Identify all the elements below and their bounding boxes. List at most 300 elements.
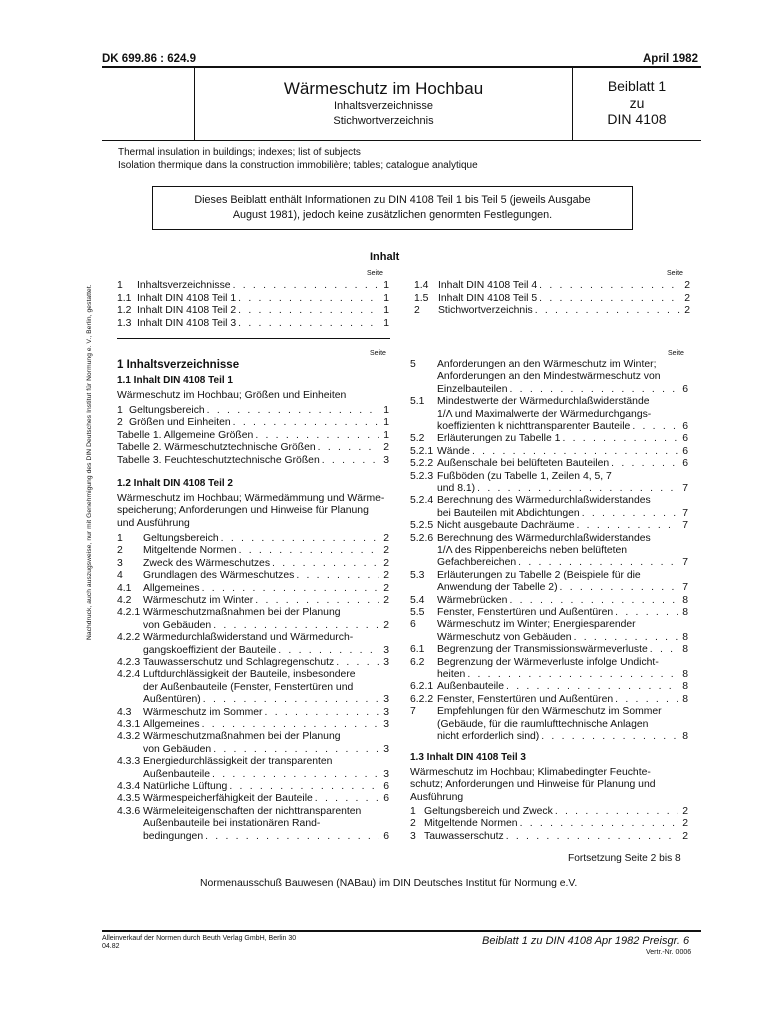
toc-entry-number: 4.1 <box>117 582 132 594</box>
toc-entry-number: 1 <box>117 280 123 291</box>
toc-entry <box>117 645 389 657</box>
toc-entry-title: Wände <box>437 445 470 457</box>
toc-entry <box>410 818 688 830</box>
toc-entry-title: Mindestwerte der Wärmedurchlaßwiderstände <box>437 396 650 408</box>
toc-entry-title: Anforderungen an den Mindestwärmeschutz von <box>437 371 661 383</box>
toc-entry-title: Inhaltsverzeichnisse <box>137 280 231 291</box>
toc-entry <box>410 421 688 433</box>
header-top-rule <box>102 66 701 68</box>
toc-entry <box>410 681 688 693</box>
toc-dot-leader <box>467 669 678 681</box>
footer-distribution: Alleinverkauf der Normen durch Beuth Verlag GmbH, Berlin 30 <box>102 935 297 942</box>
toc-dot-leader <box>202 583 379 595</box>
toc-entry <box>117 793 389 805</box>
toc-dot-leader <box>506 831 678 843</box>
toc-page-number: 2 <box>383 595 389 606</box>
toc-page-number: 2 <box>383 619 389 631</box>
toc-entry-title: Geltungsbereich und Zweck <box>424 806 553 817</box>
toc-page-number: 3 <box>383 657 389 668</box>
toc-entry-number: 1.3 <box>117 317 132 329</box>
notice-box <box>152 186 633 230</box>
toc-page-number: 3 <box>383 644 389 656</box>
dk-number: DK 699.86 : 624.9 <box>102 53 196 65</box>
toc-entry <box>410 731 688 743</box>
title-line: schutz; Anforderungen und Hinweise für Planung und <box>410 779 656 791</box>
toc-entry <box>410 471 688 483</box>
toc-entry-title: Begrenzung der Transmissionswärmeverluste <box>437 644 648 656</box>
toc-entry-number: 4.2.1 <box>117 607 141 619</box>
toc-page-number: 7 <box>682 582 688 594</box>
toc-entry-number: 1.2 <box>117 305 132 317</box>
toc-entry-title: Nicht ausgebaute Dachräume <box>437 520 575 532</box>
english-title: Thermal insulation in buildings; indexes; list of subjects <box>118 147 361 158</box>
toc-entry <box>117 442 389 454</box>
toc-page-number: 6 <box>383 793 389 805</box>
toc-entry-number: 4.3.5 <box>117 793 141 805</box>
toc-entry-title: Außenschale bei belüfteten Bauteilen <box>437 458 610 470</box>
inhalt-heading: Inhalt <box>370 251 400 263</box>
toc-dot-leader <box>539 293 680 305</box>
toc-dot-leader <box>506 681 678 693</box>
toc-page-number: 8 <box>682 631 688 643</box>
toc-entry <box>414 305 690 317</box>
toc-entry-title: Wärmespeicherfähigkeit der Bauteile <box>143 793 313 805</box>
toc-entry <box>117 831 389 843</box>
toc-dot-leader <box>202 719 379 731</box>
toc-entry-title: heiten <box>437 669 466 680</box>
toc-entry <box>117 558 389 570</box>
toc-entry <box>117 744 389 756</box>
footer-reference: Beiblatt 1 zu DIN 4108 Apr 1982 Preisgr. 6 <box>482 935 690 947</box>
toc-dot-leader <box>615 694 678 706</box>
toc-entry <box>117 570 389 582</box>
toc-entry <box>410 706 688 718</box>
toc-entry-number: 4.3.6 <box>117 805 141 817</box>
toc-entry <box>117 545 389 557</box>
toc-dot-leader <box>574 632 678 644</box>
seite-label-left: Seite <box>370 350 386 357</box>
continuation-note: Fortsetzung Seite 2 bis 8 <box>568 853 681 864</box>
toc-entry-number: 1.5 <box>414 292 429 304</box>
toc-page-number: 3 <box>383 454 389 466</box>
toc-entry <box>117 719 389 731</box>
section-1-heading: 1 Inhaltsverzeichnisse <box>117 359 240 371</box>
toc-entry-number: 4.3 <box>117 706 132 718</box>
toc-entry-title: Größen und Einheiten <box>129 417 231 429</box>
toc-entry <box>410 657 688 669</box>
toc-entry-title: Gefachbereichen <box>437 557 517 569</box>
toc-entry <box>117 583 389 595</box>
toc-entry-title: bei Bauteilen mit Abdichtungen <box>437 507 580 519</box>
toc-entry-number: 5.5 <box>410 607 425 618</box>
toc-entry-number: 6.2.1 <box>410 681 434 693</box>
toc-entry <box>410 582 688 594</box>
toc-entry-title: (Gebäude, für die raumlufttechnische Anlagen <box>437 718 649 730</box>
toc-entry <box>410 595 688 607</box>
title-line: Ausführung <box>410 791 464 803</box>
toc-page-number: 7 <box>682 483 688 494</box>
toc-entry <box>117 707 389 719</box>
toc-page-number: 7 <box>682 520 688 532</box>
toc-dot-leader <box>203 694 379 706</box>
toc-page-number: 2 <box>383 570 389 582</box>
toc-entry-number: 6.1 <box>410 644 425 656</box>
toc-entry-number: 2 <box>414 305 420 317</box>
toc-entry <box>410 458 688 470</box>
toc-dot-leader <box>541 731 678 743</box>
toc-entry-title: Geltungsbereich <box>143 533 219 544</box>
notice-line-1: Dieses Beiblatt enthält Informationen zu DIN 4108 Teil 1 bis Teil 5 (jeweils Ausgabe <box>194 194 591 206</box>
seite-label-right: Seite <box>668 350 684 357</box>
toc-dot-leader <box>535 305 680 317</box>
toc-entry-title: Allgemeines <box>143 582 200 594</box>
toc-entry-title: Berechnung des Wärmedurchlaßwiderstandes <box>437 532 651 544</box>
seite-label-inhalt-right: Seite <box>667 270 683 277</box>
toc-entry-number: 5.2.5 <box>410 520 434 532</box>
toc-entry <box>410 831 688 843</box>
toc-entry <box>117 455 389 467</box>
toc-page-number: 6 <box>682 433 688 445</box>
toc-entry <box>410 508 688 520</box>
toc-entry-title: Tabelle 2. Wärmeschutztechnische Größen <box>117 442 316 454</box>
toc-entry <box>117 818 389 830</box>
toc-page-number: 1 <box>383 280 389 291</box>
toc-entry-title: Empfehlungen für den Wärmeschutz im Sommer <box>437 706 662 718</box>
toc-entry <box>410 433 688 445</box>
toc-entry-number: 4.3.4 <box>117 781 141 792</box>
toc-dot-leader <box>238 305 379 317</box>
toc-entry-number: 5.3 <box>410 569 425 581</box>
toc-page-number: 2 <box>684 292 690 304</box>
toc-entry-number: 4.3.3 <box>117 756 141 768</box>
toc-dot-leader <box>650 644 678 656</box>
footer-rule <box>102 930 701 932</box>
toc-entry-title: Anforderungen an den Wärmeschutz im Winter; <box>437 359 657 370</box>
toc-page-number: 7 <box>682 557 688 569</box>
toc-dot-leader <box>322 455 379 467</box>
toc-entry <box>117 305 389 317</box>
subtitle-inhaltsverzeichnisse: Inhaltsverzeichnisse <box>333 100 434 112</box>
toc-entry-title: Außenbauteile bei instationären Rand- <box>143 818 321 830</box>
toc-entry-title: Wärmeschutzmaßnahmen bei der Planung <box>143 607 341 619</box>
toc-entry-title: Mitgeltende Normen <box>143 545 237 557</box>
toc-entry <box>117 632 389 644</box>
toc-dot-leader <box>520 818 678 830</box>
toc-entry <box>117 769 389 781</box>
toc-dot-leader <box>509 595 678 607</box>
toc-dot-leader <box>229 781 379 793</box>
header-bottom-rule <box>102 140 701 141</box>
toc-entry-title: Wärmeschutz im Winter <box>143 595 254 606</box>
toc-entry-title: Wärmeschutz im Winter; Energiesparender <box>437 619 636 631</box>
notice-line-2: August 1981), jedoch keine zusätzlichen genormten Festlegungen. <box>232 209 553 221</box>
toc-entry <box>410 533 688 545</box>
toc-entry-number: 4 <box>117 570 123 582</box>
toc-entry <box>414 280 690 292</box>
toc-page-number: 2 <box>684 280 690 291</box>
toc-entry <box>410 619 688 631</box>
toc-dot-leader <box>582 508 678 520</box>
toc-entry-number: 5.1 <box>410 396 425 408</box>
footer-code: 04.82 <box>102 943 120 950</box>
toc-entry-number: 4.2.2 <box>117 632 141 644</box>
toc-dot-leader <box>213 744 379 756</box>
toc-dot-leader <box>315 793 379 805</box>
toc-entry-title: der Außenbauteile (Fenster, Fenstertüren und <box>143 681 354 693</box>
toc-entry-title: Allgemeines <box>143 719 200 730</box>
toc-entry <box>117 280 389 292</box>
section-rule-left <box>117 338 390 339</box>
toc-dot-leader <box>518 557 678 569</box>
toc-dot-leader <box>238 293 379 305</box>
toc-dot-leader <box>539 280 680 292</box>
toc-dot-leader <box>221 533 379 545</box>
toc-dot-leader <box>611 458 678 470</box>
toc-entry-title: Luftdurchlässigkeit der Bauteile, insbesondere <box>143 669 356 681</box>
toc-entry <box>117 533 389 545</box>
toc-entry-title: Wärmeschutzmaßnahmen bei der Planung <box>143 731 341 743</box>
toc-entry-title: Wärmebrücken <box>437 594 508 606</box>
toc-page-number: 6 <box>682 445 688 457</box>
toc-entry-number: 3 <box>117 557 123 569</box>
toc-entry-title: 1/Λ des Rippenbereichs neben belüfteten <box>437 545 628 556</box>
toc-page-number: 6 <box>682 458 688 470</box>
subtitle-stichwortverzeichnis: Stichwortverzeichnis <box>333 115 434 127</box>
toc-dot-leader <box>576 520 678 532</box>
toc-dot-leader <box>213 620 379 632</box>
toc-entry <box>410 446 688 458</box>
toc-entry-number: 1.4 <box>414 280 429 291</box>
toc-entry-number: 2 <box>117 417 123 429</box>
toc-entry-title: Erläuterungen zu Tabelle 1 <box>437 433 561 445</box>
document-title: Wärmeschutz im Hochbau <box>283 79 484 98</box>
toc-dot-leader <box>472 446 678 458</box>
toc-page-number: 3 <box>383 768 389 780</box>
toc-entry <box>117 806 389 818</box>
toc-page-number: 1 <box>383 305 389 317</box>
teil-1-title: Wärmeschutz im Hochbau; Größen und Einheiten <box>117 390 347 401</box>
toc-entry-number: 4.3.2 <box>117 731 141 743</box>
toc-dot-leader <box>509 384 678 396</box>
title-line: Wärmeschutz im Hochbau; Wärmedämmung und Wärme- <box>117 493 385 504</box>
toc-entry-title: Begrenzung der Wärmeverluste infolge Undicht- <box>437 656 659 668</box>
toc-entry-title: Tabelle 1. Allgemeine Größen <box>117 429 254 441</box>
toc-entry-title: Wärmedurchlaßwiderstand und Wärmedurch- <box>143 632 354 644</box>
toc-page-number: 1 <box>383 292 389 304</box>
toc-entry <box>410 396 688 408</box>
toc-page-number: 6 <box>383 830 389 842</box>
toc-dot-leader <box>239 545 379 557</box>
toc-entry-title: Fenster, Fenstertüren und Außentüren <box>437 607 614 618</box>
toc-dot-leader <box>233 417 379 429</box>
toc-dot-leader <box>560 582 678 594</box>
toc-entry-number: 1.1 <box>117 292 132 304</box>
toc-page-number: 1 <box>383 317 389 329</box>
toc-entry <box>117 405 389 417</box>
toc-dot-leader <box>318 442 379 454</box>
toc-dot-leader <box>255 595 379 607</box>
toc-entry-number: 5 <box>410 359 416 370</box>
toc-entry-number: 1 <box>117 405 123 416</box>
toc-page-number: 8 <box>682 594 688 606</box>
toc-entry-number: 4.2.4 <box>117 669 141 681</box>
toc-page-number: 2 <box>383 533 389 544</box>
toc-entry-number: 5.2.1 <box>410 445 434 457</box>
toc-entry-number: 3 <box>410 830 416 842</box>
toc-entry-title: Einzelbauteilen <box>437 383 508 395</box>
toc-entry-title: Mitgeltende Normen <box>424 818 518 830</box>
toc-entry <box>410 644 688 656</box>
toc-dot-leader <box>632 421 678 433</box>
toc-dot-leader <box>272 558 379 570</box>
toc-dot-leader <box>562 433 678 445</box>
toc-entry-title: Wärmeschutz im Sommer <box>143 706 263 718</box>
toc-entry-title: koeffizienten k nichttransparenter Bauteile <box>437 421 631 432</box>
toc-dot-leader <box>205 831 379 843</box>
toc-entry-title: von Gebäuden <box>143 619 212 631</box>
zu-label: zu <box>629 95 645 111</box>
toc-page-number: 2 <box>682 830 688 842</box>
toc-page-number: 3 <box>383 719 389 730</box>
toc-entry <box>410 495 688 507</box>
title-line: Wärmeschutz im Hochbau; Klimabedingter Feuchte- <box>410 767 651 778</box>
toc-entry <box>117 417 389 429</box>
toc-dot-leader <box>477 483 678 495</box>
footer-vertr: Vertr.-Nr. 0006 <box>646 949 692 956</box>
toc-entry-title: Stichwortverzeichnis <box>438 305 533 317</box>
toc-entry-title: 1/Λ und Maximalwerte der Wärmedurchgangs- <box>437 408 652 420</box>
date: April 1982 <box>643 53 698 65</box>
toc-entry-number: 1 <box>117 533 123 544</box>
toc-entry <box>410 694 688 706</box>
din-number: DIN 4108 <box>607 111 667 127</box>
toc-entry-number: 7 <box>410 706 416 718</box>
toc-entry <box>410 409 688 421</box>
toc-entry-number: 4.3.1 <box>117 719 141 730</box>
toc-entry <box>414 293 690 305</box>
toc-entry-number: 2 <box>410 818 416 830</box>
toc-entry-title: Inhalt DIN 4108 Teil 5 <box>438 292 538 304</box>
toc-dot-leader <box>336 657 379 669</box>
toc-entry <box>117 682 389 694</box>
toc-entry <box>410 719 688 731</box>
toc-page-number: 2 <box>383 582 389 594</box>
toc-entry-title: Berechnung des Wärmedurchlaßwiderstandes <box>437 495 651 507</box>
toc-entry <box>117 781 389 793</box>
toc-entry-title: Wärmeleiteigenschaften der nichttransparenten <box>143 805 362 817</box>
toc-page-number: 2 <box>383 545 389 557</box>
toc-page-number: 2 <box>383 557 389 569</box>
section-1-2-heading: 1.2 Inhalt DIN 4108 Teil 2 <box>117 478 233 489</box>
toc-entry <box>117 657 389 669</box>
toc-entry-number: 5.2.6 <box>410 532 434 544</box>
toc-entry-title: Außenbauteile <box>143 768 211 780</box>
toc-entry <box>410 359 688 371</box>
toc-entry <box>117 694 389 706</box>
french-title: Isolation thermique dans la construction immobilière; tables; catalogue analytique <box>118 160 478 171</box>
toc-entry-number: 4.2 <box>117 595 132 606</box>
toc-entry-title: Erläuterungen zu Tabelle 2 (Beispiele für die <box>437 569 641 581</box>
toc-page-number: 1 <box>383 417 389 429</box>
toc-entry <box>410 384 688 396</box>
toc-entry <box>410 557 688 569</box>
toc-page-number: 8 <box>682 681 688 693</box>
toc-entry-title: Natürliche Lüftung <box>143 781 228 792</box>
toc-entry <box>117 669 389 681</box>
toc-entry-number: 6.2 <box>410 656 425 668</box>
toc-entry-number: 6 <box>410 619 416 631</box>
toc-dot-leader <box>265 707 379 719</box>
section-1-3-heading: 1.3 Inhalt DIN 4108 Teil 3 <box>410 752 526 763</box>
toc-entry-title: Inhalt DIN 4108 Teil 4 <box>438 280 538 291</box>
toc-entry-number: 5.2 <box>410 433 425 445</box>
toc-entry <box>410 483 688 495</box>
toc-entry <box>117 731 389 743</box>
toc-entry-number: 5.2.2 <box>410 458 434 470</box>
reprint-notice: Nachdruck, auch auszugsweise, nur mit Genehmigung des DIN Deutsches Institut für Normung e. V., Berlin, gestattet. <box>86 284 93 640</box>
toc-page-number: 3 <box>383 743 389 755</box>
toc-entry <box>410 669 688 681</box>
toc-entry-title: Anwendung der Tabelle 2) <box>437 582 558 594</box>
toc-entry-title: und 8.1) <box>437 483 476 494</box>
toc-page-number: 1 <box>383 429 389 441</box>
toc-entry <box>410 371 688 383</box>
toc-entry-number: 5.2.3 <box>410 470 434 482</box>
toc-dot-leader <box>255 430 379 442</box>
toc-entry <box>117 607 389 619</box>
toc-page-number: 2 <box>383 442 389 454</box>
toc-entry-title: bedingungen <box>143 830 204 842</box>
toc-page-number: 1 <box>383 405 389 416</box>
toc-entry-title: Wärmeschutz von Gebäuden <box>437 631 572 643</box>
toc-page-number: 3 <box>383 706 389 718</box>
toc-entry <box>117 293 389 305</box>
toc-entry-title: Tabelle 3. Feuchteschutztechnische Größen <box>117 454 320 466</box>
beiblatt-label: Beiblatt 1 <box>607 78 667 94</box>
toc-entry <box>117 430 389 442</box>
toc-dot-leader <box>278 645 379 657</box>
toc-page-number: 8 <box>682 731 688 742</box>
toc-entry <box>117 595 389 607</box>
section-1-1-heading: 1.1 Inhalt DIN 4108 Teil 1 <box>117 375 233 386</box>
toc-entry-title: nicht erforderlich sind) <box>437 731 540 742</box>
toc-dot-leader <box>296 570 379 582</box>
toc-entry-title: Fußböden (zu Tabelle 1, Zeilen 4, 5, 7 <box>437 470 612 482</box>
toc-entry-title: gangskoeffizient der Bauteile <box>143 644 277 656</box>
toc-page-number: 3 <box>383 694 389 706</box>
toc-entry-number: 6.2.2 <box>410 693 434 705</box>
toc-entry-title: Energiedurchlässigkeit der transparenten <box>143 756 333 768</box>
toc-page-number: 7 <box>682 507 688 519</box>
toc-entry-title: Außenbauteile <box>437 681 505 693</box>
toc-entry <box>410 545 688 557</box>
seite-label-inhalt-left: Seite <box>367 270 383 277</box>
toc-entry <box>410 632 688 644</box>
toc-page-number: 6 <box>682 421 688 432</box>
toc-page-number: 8 <box>682 644 688 656</box>
toc-entry-number: 5.2.4 <box>410 495 434 507</box>
toc-entry-number: 5.4 <box>410 594 425 606</box>
toc-entry-title: Inhalt DIN 4108 Teil 1 <box>137 292 237 304</box>
toc-page-number: 2 <box>682 818 688 830</box>
title-line: speicherung; Anforderungen und Hinweise für Planung <box>117 505 369 517</box>
toc-page-number: 8 <box>682 669 688 680</box>
toc-entry <box>410 570 688 582</box>
toc-page-number: 8 <box>682 693 688 705</box>
toc-entry-title: Inhalt DIN 4108 Teil 3 <box>137 317 237 329</box>
toc-page-number: 8 <box>682 607 688 618</box>
toc-entry <box>117 756 389 768</box>
